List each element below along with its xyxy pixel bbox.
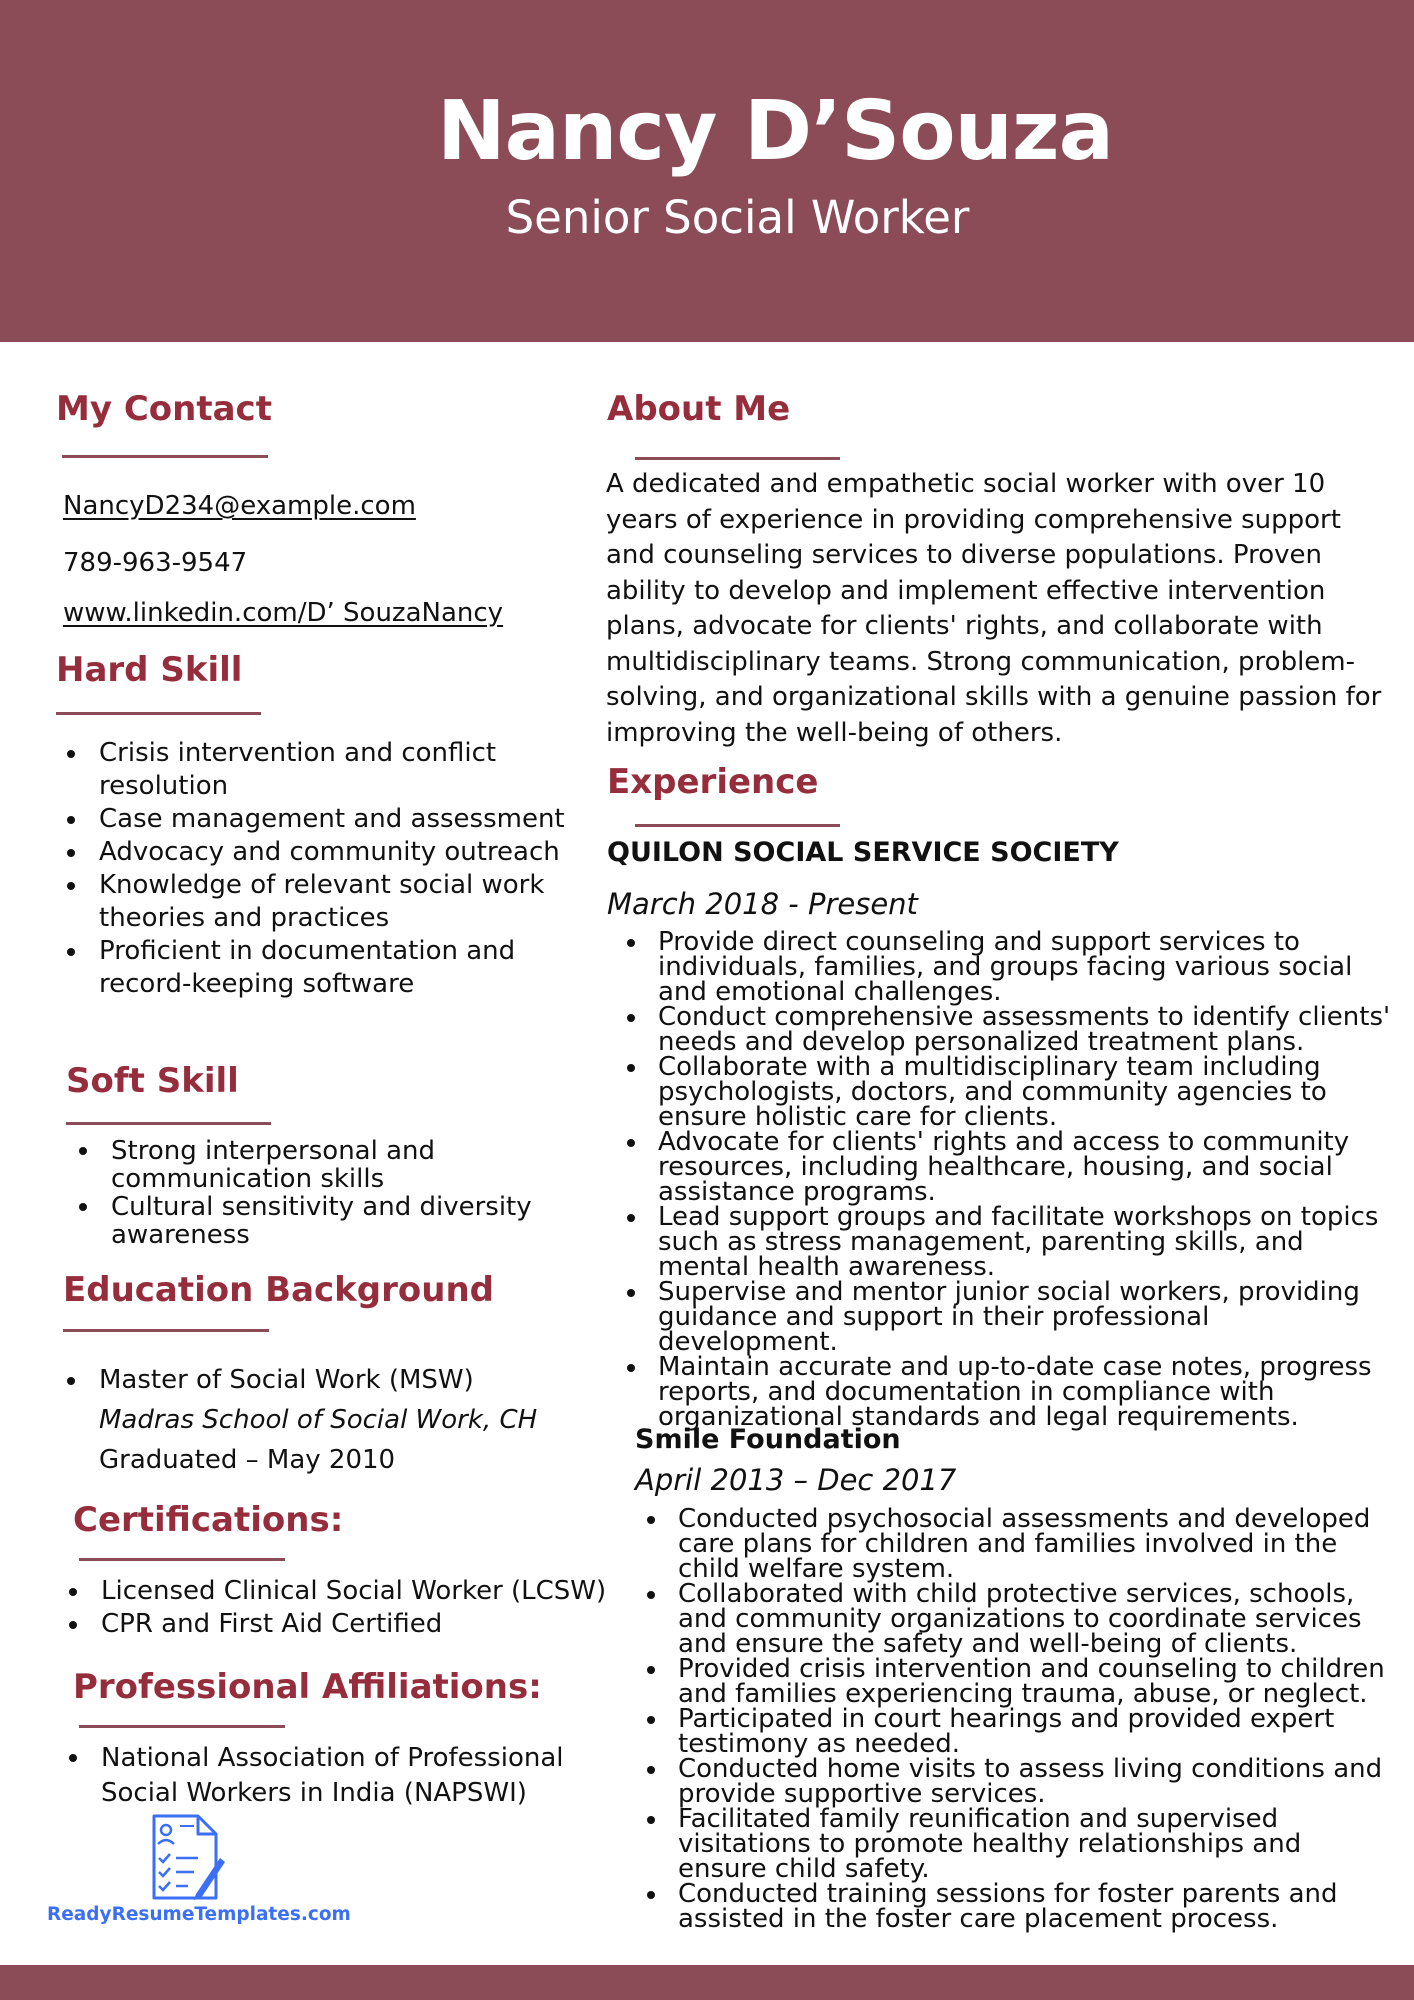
resume-document-icon: [146, 1812, 226, 1902]
list-item: Lead support groups and facilitate workshops on topics such as stress management, parenting skills, and mental health awareness.: [607, 1205, 1397, 1280]
list-item: Strong interpersonal and communication skills: [67, 1137, 547, 1193]
contact-phone: 789-963-9547: [63, 548, 248, 578]
education-school: Madras School of Social Work, CH: [99, 1405, 538, 1435]
list-item: Provided crisis intervention and counseling to children and families experiencing trauma, abuse, or neglect.: [627, 1657, 1387, 1707]
list-item: Proficient in documentation and record-keeping software: [57, 935, 567, 1001]
site-brand[interactable]: ReadyResumeTemplates.com: [47, 1904, 351, 1925]
list-item: Licensed Clinical Social Worker (LCSW): [59, 1575, 619, 1608]
candidate-title: Senior Social Worker: [505, 191, 970, 244]
list-item: Collaborate with a multidisciplinary team including psychologists, doctors, and community agencies to ensure holistic care for clients.: [607, 1055, 1397, 1130]
list-item: Maintain accurate and up-to-date case notes, progress reports, and documentation in compliance with organizational standards and legal requirements.: [607, 1355, 1397, 1430]
list-item: CPR and First Aid Certified: [59, 1608, 619, 1641]
job-duties-list: [607, 927, 1397, 1432]
list-item: Facilitated family reunification and supervised visitations to promote healthy relationships and ensure child safety.: [627, 1807, 1387, 1882]
contact-heading: My Contact: [56, 389, 272, 429]
hard-skill-divider: [56, 712, 261, 715]
list-item: Case management and assessment: [57, 803, 567, 836]
list-item: Master of Social Work (MSW): [57, 1364, 577, 1397]
job-dates: April 2013 – Dec 2017: [635, 1463, 957, 1497]
soft-skill-list: [67, 1137, 547, 1249]
list-item: Crisis intervention and conflict resolution: [57, 737, 567, 803]
job-company: QUILON SOCIAL SERVICE SOCIETY: [607, 837, 1119, 868]
education-graduation: Graduated – May 2010: [99, 1445, 396, 1475]
list-item: Knowledge of relevant social work theories and practices: [57, 869, 567, 935]
list-item: Provide direct counseling and support services to individuals, families, and groups facing various social and emotional challenges.: [607, 930, 1397, 1005]
contact-email[interactable]: NancyD234@example.com: [63, 491, 416, 521]
certifications-list: [59, 1575, 619, 1641]
certifications-divider: [79, 1558, 285, 1561]
education-list: [57, 1364, 577, 1397]
list-item: Conducted psychosocial assessments and developed care plans for children and families involved in the child welfare system.: [627, 1507, 1387, 1582]
affiliations-divider: [79, 1725, 285, 1728]
affiliations-heading: Professional Affiliations:: [73, 1667, 542, 1707]
education-heading: Education Background: [63, 1270, 495, 1310]
list-item: National Association of Professional Social Workers in India (NAPSWI): [59, 1741, 599, 1811]
experience-divider: [635, 824, 840, 827]
job-duties-list: [627, 1504, 1387, 1934]
education-divider: [63, 1329, 269, 1332]
affiliations-list: [59, 1741, 599, 1811]
candidate-name: Nancy D’Souza: [437, 84, 1113, 179]
header-banner: [0, 0, 1414, 342]
job-company: Smile Foundation: [635, 1424, 901, 1455]
footer-bar: [0, 1965, 1414, 2000]
soft-skill-divider: [66, 1122, 271, 1125]
list-item: Collaborated with child protective services, schools, and community organizations to coordinate services and ensure the safety and well-being of clients.: [627, 1582, 1387, 1657]
contact-linkedin[interactable]: www.linkedin.com/D’ SouzaNancy: [63, 598, 504, 628]
about-text: A dedicated and empathetic social worker with over 10 years of experience in providing comprehensive support and counseling services to diverse populations. Proven ability to develop and implement effective intervention plans, advocate for clients' rights, and collaborate with multidisciplinary teams. Strong communication, problem-solving, and organizational skills with a genuine passion for improving the well-being of others.: [606, 469, 1382, 748]
list-item: Conducted home visits to assess living conditions and provide supportive services.: [627, 1757, 1387, 1807]
hard-skill-heading: Hard Skill: [56, 650, 243, 690]
job-dates: March 2018 - Present: [607, 887, 918, 921]
list-item: Advocate for clients' rights and access to community resources, including healthcare, housing, and social assistance programs.: [607, 1130, 1397, 1205]
list-item: Advocacy and community outreach: [57, 836, 567, 869]
list-item: Cultural sensitivity and diversity awareness: [67, 1193, 547, 1249]
contact-divider: [62, 455, 268, 458]
list-item: Conducted training sessions for foster parents and assisted in the foster care placement process.: [627, 1882, 1387, 1932]
list-item: Supervise and mentor junior social workers, providing guidance and support in their professional development.: [607, 1280, 1397, 1355]
certifications-heading: Certifications:: [73, 1500, 344, 1540]
about-heading: About Me: [607, 389, 791, 429]
about-divider: [635, 457, 840, 460]
list-item: Conduct comprehensive assessments to identify clients' needs and develop personalized treatment plans.: [607, 1005, 1397, 1055]
experience-heading: Experience: [607, 762, 819, 802]
hard-skill-list: [57, 737, 567, 1001]
list-item: Participated in court hearings and provided expert testimony as needed.: [627, 1707, 1387, 1757]
soft-skill-heading: Soft Skill: [66, 1061, 239, 1101]
